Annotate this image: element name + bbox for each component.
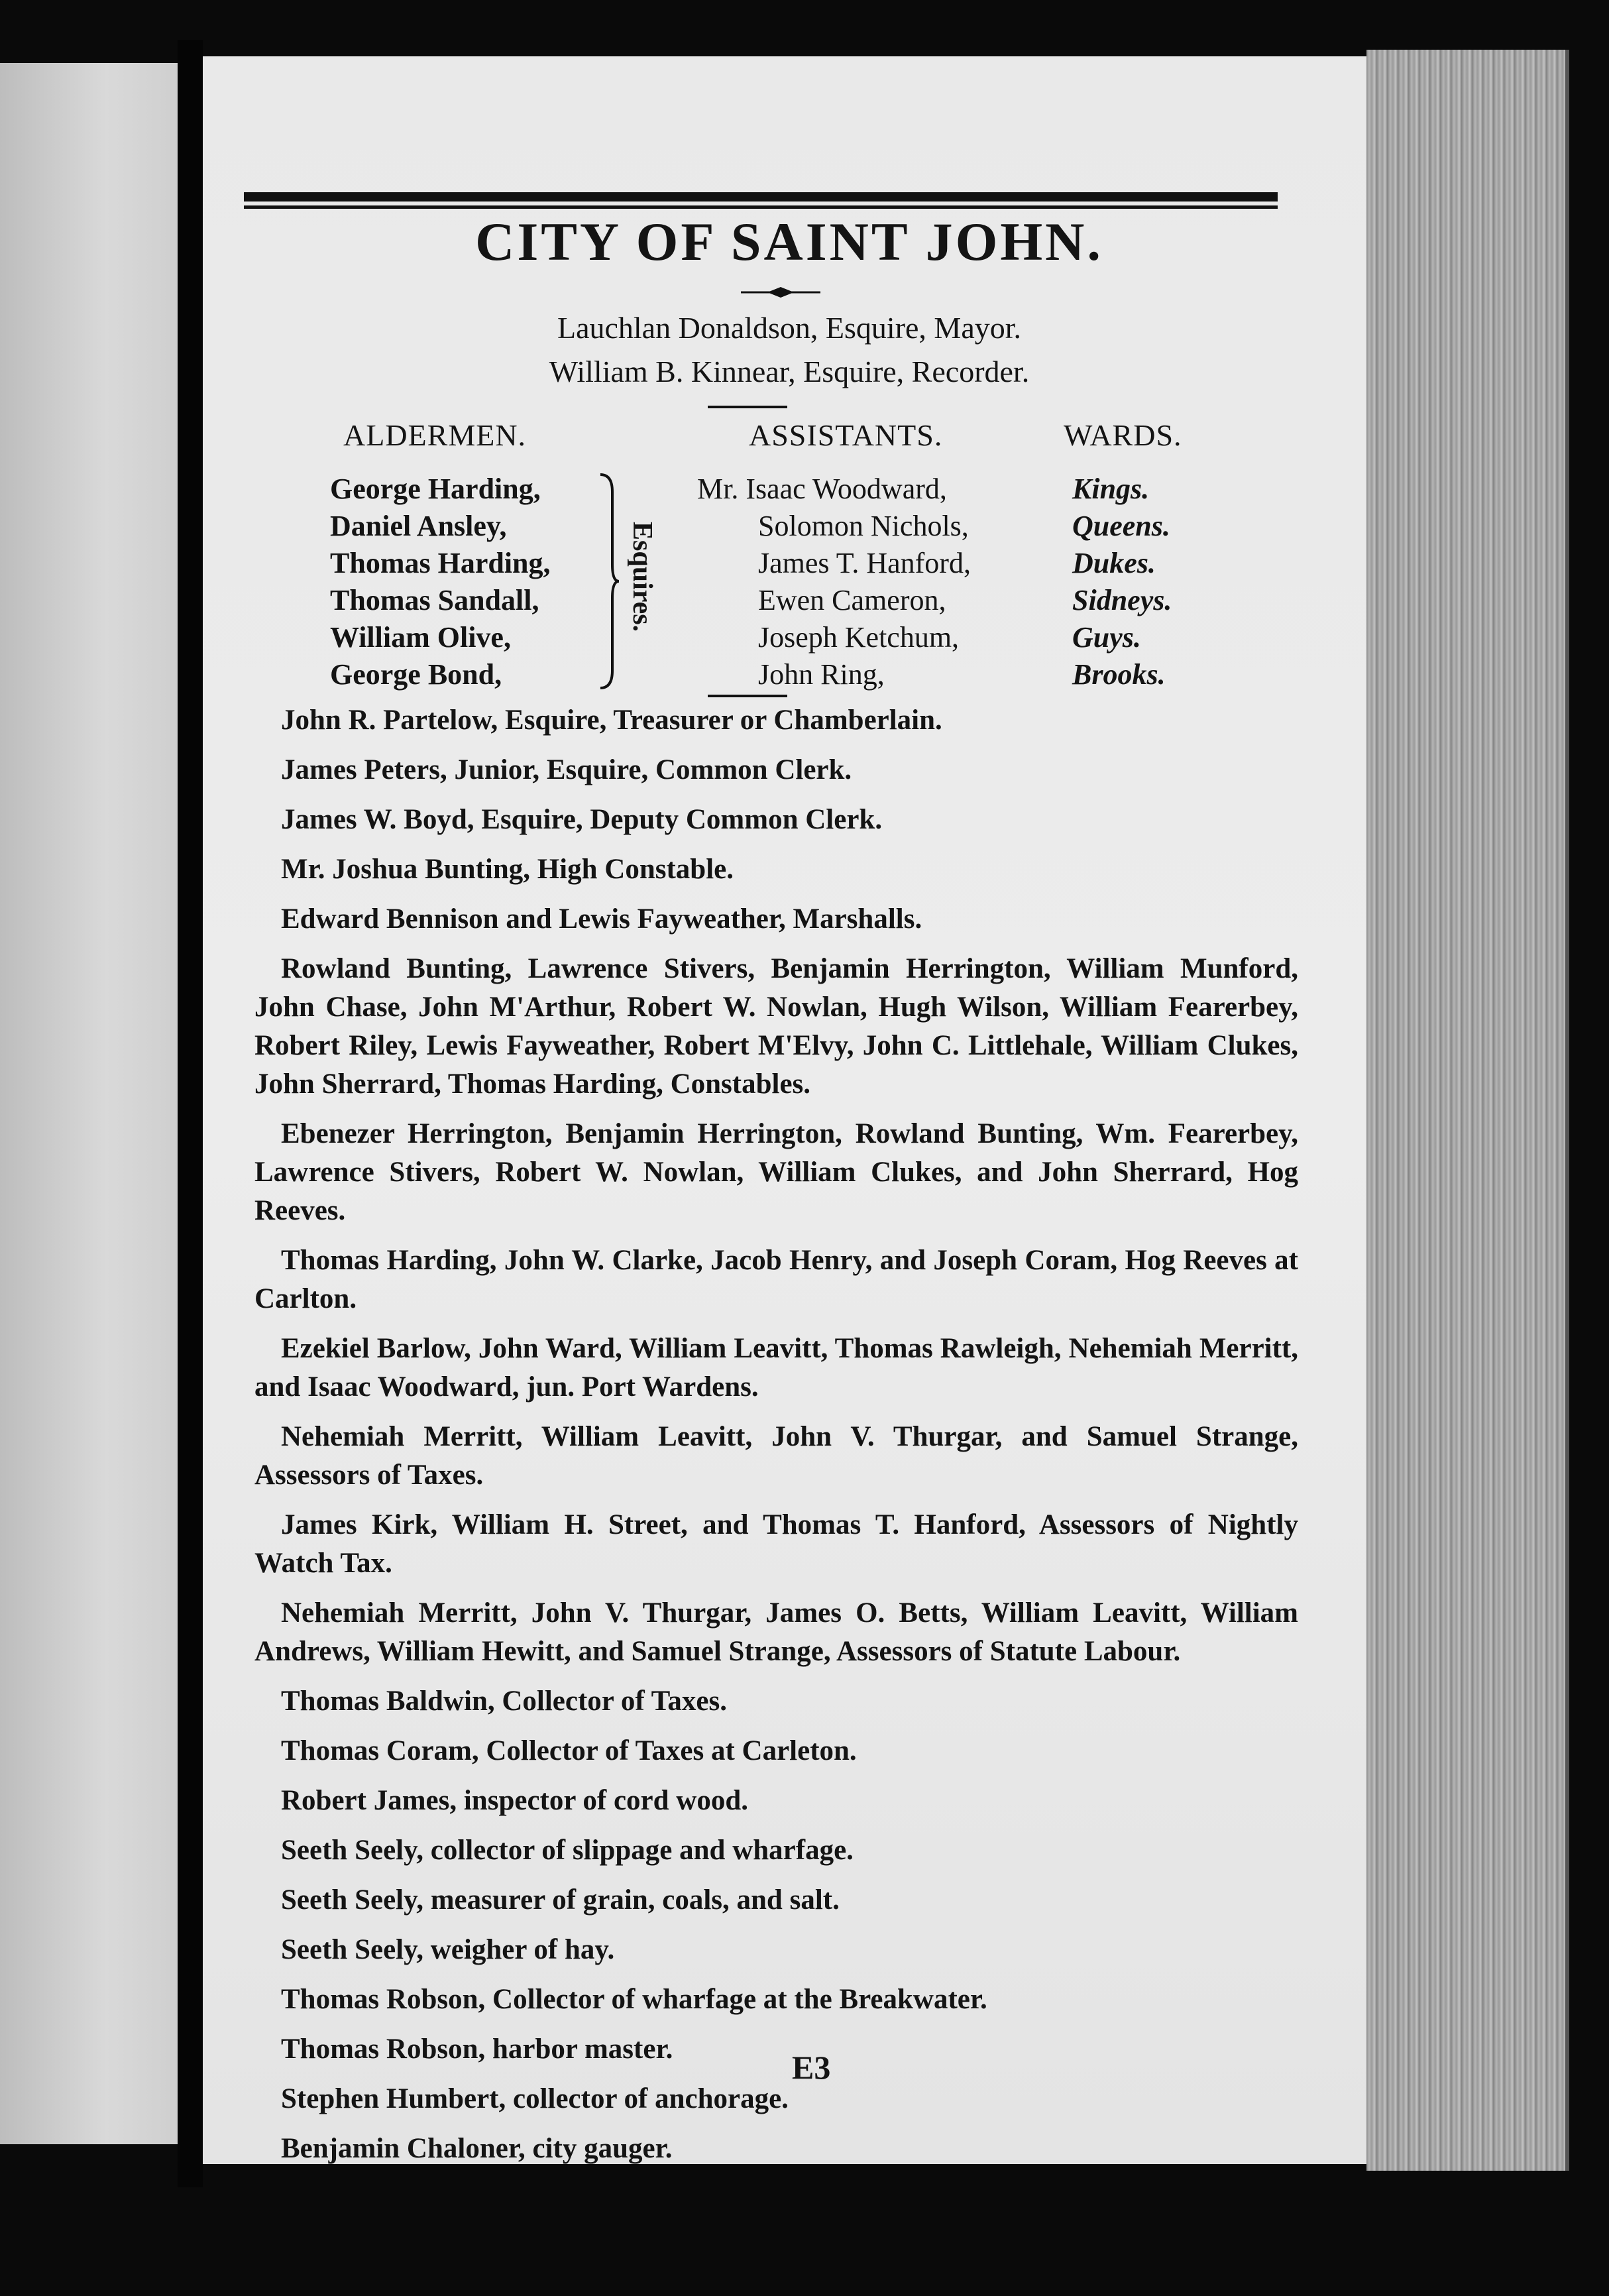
brace <box>598 472 620 691</box>
header-rule-bottom <box>244 205 1278 209</box>
paragraph: Seeth Seely, measurer of grain, coals, and salt. <box>281 1884 840 1916</box>
aldermen-heading: ALDERMEN. <box>343 418 527 452</box>
alderman: Thomas Sandall, <box>330 584 539 616</box>
officials-list <box>254 701 1298 2179</box>
page-edges <box>1366 50 1569 2171</box>
paragraph: Thomas Harding, John W. Clarke, Jacob Henry, and Joseph Coram, Hog Reeves at Carlton. <box>254 1245 1298 1314</box>
ward: Kings. <box>1072 473 1150 505</box>
paragraph: Ezekiel Barlow, John Ward, William Leavitt, Thomas Rawleigh, Nehemiah Merritt, and Isaac Woodward, jun. Port Wardens. <box>254 1333 1298 1403</box>
mayor-line: Lauchlan Donaldson, Esquire, Mayor. <box>557 311 1022 345</box>
alderman: Daniel Ansley, <box>330 510 507 542</box>
paragraph: Thomas Robson, Collector of wharfage at the Breakwater. <box>281 1984 987 2015</box>
header-rule-top <box>244 192 1278 201</box>
wards-list <box>1072 471 1172 693</box>
alderman: William Olive, <box>330 621 511 654</box>
aldermen-list <box>330 471 551 693</box>
assistant: Solomon Nichols, <box>758 510 969 542</box>
paragraph: Nehemiah Merritt, William Leavitt, John V. Thurgar, and Samuel Strange, Assessors of Taxes. <box>254 1421 1298 1491</box>
ward: Sidneys. <box>1072 584 1172 616</box>
paragraph: Thomas Robson, harbor master. <box>281 2034 673 2065</box>
paragraph: Ebenezer Herrington, Benjamin Herrington, Rowland Bunting, Wm. Fearerbey, Lawrence Stivers, Robert W. Nowlan, William Clukes, and John Sherrard, Hog Reeves. <box>254 1118 1298 1226</box>
paragraph: James Peters, Junior, Esquire, Common Clerk. <box>281 754 852 785</box>
book-gutter <box>178 40 203 2187</box>
assistant: John Ring, <box>758 658 885 691</box>
assistants-heading: ASSISTANTS. <box>749 418 943 452</box>
ward: Guys. <box>1072 621 1141 654</box>
paragraph: Thomas Coram, Collector of Taxes at Carleton. <box>281 1735 857 1766</box>
paragraph: Seeth Seely, weigher of hay. <box>281 1934 615 1965</box>
assistants-list <box>697 471 971 693</box>
ward: Queens. <box>1072 510 1170 542</box>
esquires-label: Esquires. <box>627 521 657 632</box>
paragraph: Thomas Baldwin, Collector of Taxes. <box>281 1686 727 1717</box>
page-number: E3 <box>792 2049 831 2086</box>
paragraph: Mr. Joshua Bunting, High Constable. <box>281 854 734 885</box>
paragraph: Edward Bennison and Lewis Fayweather, Marshalls. <box>281 903 922 935</box>
paragraph: Stephen Humbert, collector of anchorage. <box>281 2083 789 2114</box>
paragraph: James Kirk, William H. Street, and Thomas T. Hanford, Assessors of Nightly Watch Tax. <box>254 1509 1298 1579</box>
paragraph: Rowland Bunting, Lawrence Stivers, Benjamin Herrington, William Munford, John Chase, John M'Arthur, Robert W. Nowlan, Hugh Wilson, William Fearerbey, Robert Riley, Lewis Fayweather, Robert M'Elvy, John C. Littlehale, William Clukes, John Sherrard, Thomas Harding, Constables. <box>254 953 1298 1100</box>
paragraph: Seeth Seely, collector of slippage and wharfage. <box>281 1835 854 1866</box>
page-title: CITY OF SAINT JOHN. <box>475 211 1103 272</box>
paragraph: Robert James, inspector of cord wood. <box>281 1785 749 1816</box>
paragraph: Nehemiah Merritt, John V. Thurgar, James O. Betts, William Leavitt, William Andrews, William Hewitt, and Samuel Strange, Assessors of Statute Labour. <box>254 1597 1298 1667</box>
assistant: Ewen Cameron, <box>758 584 946 616</box>
ward: Brooks. <box>1072 658 1166 691</box>
left-page <box>0 63 178 2144</box>
wards-heading: WARDS. <box>1064 418 1182 452</box>
assistant: Joseph Ketchum, <box>758 621 960 654</box>
divider-rule <box>708 406 787 408</box>
paragraph: Benjamin Chaloner, city gauger. <box>281 2133 673 2164</box>
ornament-divider <box>741 286 820 298</box>
alderman: George Bond, <box>330 658 502 691</box>
paragraph: John R. Partelow, Esquire, Treasurer or Chamberlain. <box>281 705 942 736</box>
alderman: Thomas Harding, <box>330 547 551 579</box>
assistant: James T. Hanford, <box>758 547 971 579</box>
assistant: Mr. Isaac Woodward, <box>697 473 947 505</box>
alderman: George Harding, <box>330 473 541 505</box>
paragraph: James W. Boyd, Esquire, Deputy Common Clerk. <box>281 804 883 835</box>
divider-rule <box>708 695 787 697</box>
ward: Dukes. <box>1072 547 1156 579</box>
recorder-line: William B. Kinnear, Esquire, Recorder. <box>549 355 1030 388</box>
